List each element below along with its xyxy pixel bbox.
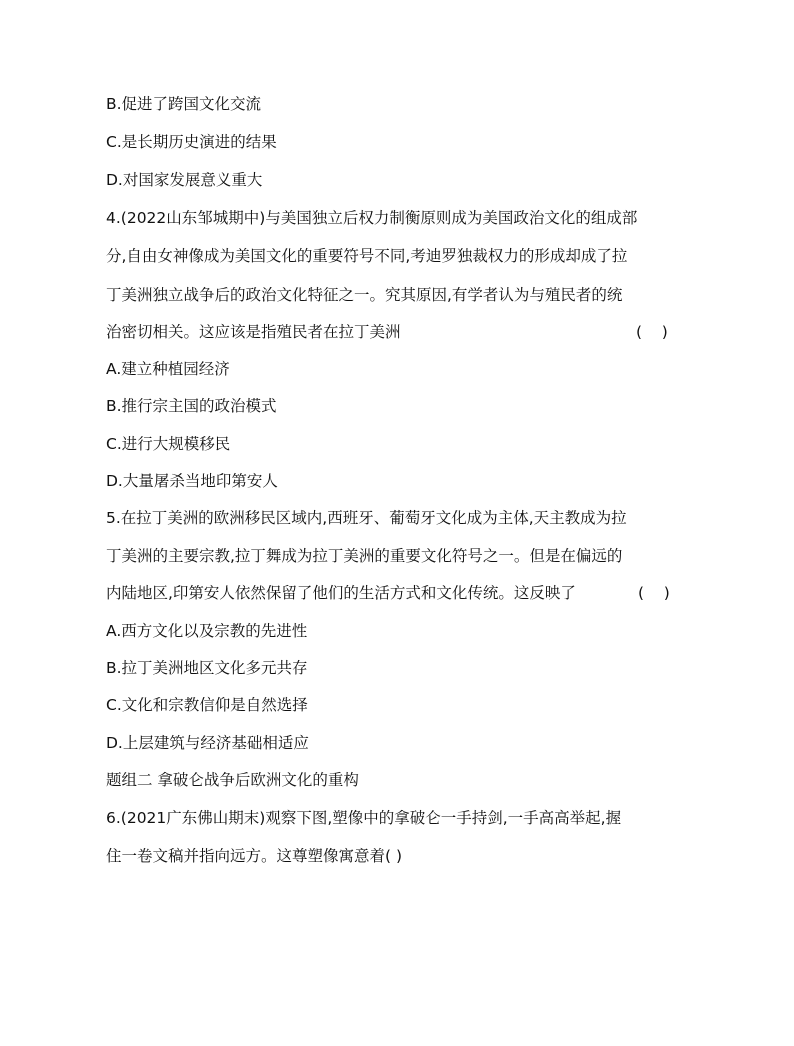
q6-stem-line-2: 住一卷文稿并指向远方。这尊塑像寓意着( ) bbox=[106, 847, 403, 865]
q3-option-d: D.对国家发展意义重大 bbox=[106, 171, 263, 189]
q5-option-c: C.文化和宗教信仰是自然选择 bbox=[106, 696, 308, 714]
q4-stem-line-1: 4.(2022山东邹城期中)与美国独立后权力制衡原则成为美国政治文化的组成部 bbox=[106, 209, 638, 227]
q4-stem-line-4: 治密切相关。这应该是指殖民者在拉丁美洲 bbox=[106, 323, 401, 341]
q3-option-b: B.促进了跨国文化交流 bbox=[106, 95, 262, 113]
q4-option-c: C.进行大规模移民 bbox=[106, 435, 231, 453]
q5-option-d: D.上层建筑与经济基础相适应 bbox=[106, 734, 309, 752]
group2-heading: 题组二 拿破仑战争后欧洲文化的重构 bbox=[106, 771, 359, 789]
q4-stem-line-2: 分,自由女神像成为美国文化的重要符号不同,考迪罗独裁权力的形成却成了拉 bbox=[106, 247, 628, 265]
q4-option-b: B.推行宗主国的政治模式 bbox=[106, 397, 277, 415]
q4-answer-bracket: ( ) bbox=[636, 323, 668, 341]
q4-stem-line-3: 丁美洲独立战争后的政治文化特征之一。究其原因,有学者认为与殖民者的统 bbox=[106, 286, 623, 304]
q3-option-c: C.是长期历史演进的结果 bbox=[106, 133, 277, 151]
q4-option-d: D.大量屠杀当地印第安人 bbox=[106, 472, 278, 490]
q5-option-b: B.拉丁美洲地区文化多元共存 bbox=[106, 659, 308, 677]
q4-option-a: A.建立种植园经济 bbox=[106, 360, 230, 378]
q5-option-a: A.西方文化以及宗教的先进性 bbox=[106, 622, 308, 640]
q6-stem-line-1: 6.(2021广东佛山期末)观察下图,塑像中的拿破仑一手持剑,一手高高举起,握 bbox=[106, 809, 622, 827]
q5-stem-line-3: 内陆地区,印第安人依然保留了他们的生活方式和文化传统。这反映了 bbox=[106, 584, 576, 602]
q5-answer-bracket: ( ) bbox=[638, 584, 670, 602]
q5-stem-line-2: 丁美洲的主要宗教,拉丁舞成为拉丁美洲的重要文化符号之一。但是在偏远的 bbox=[106, 547, 623, 565]
q5-stem-line-1: 5.在拉丁美洲的欧洲移民区域内,西班牙、葡萄牙文化成为主体,天主教成为拉 bbox=[106, 509, 627, 527]
